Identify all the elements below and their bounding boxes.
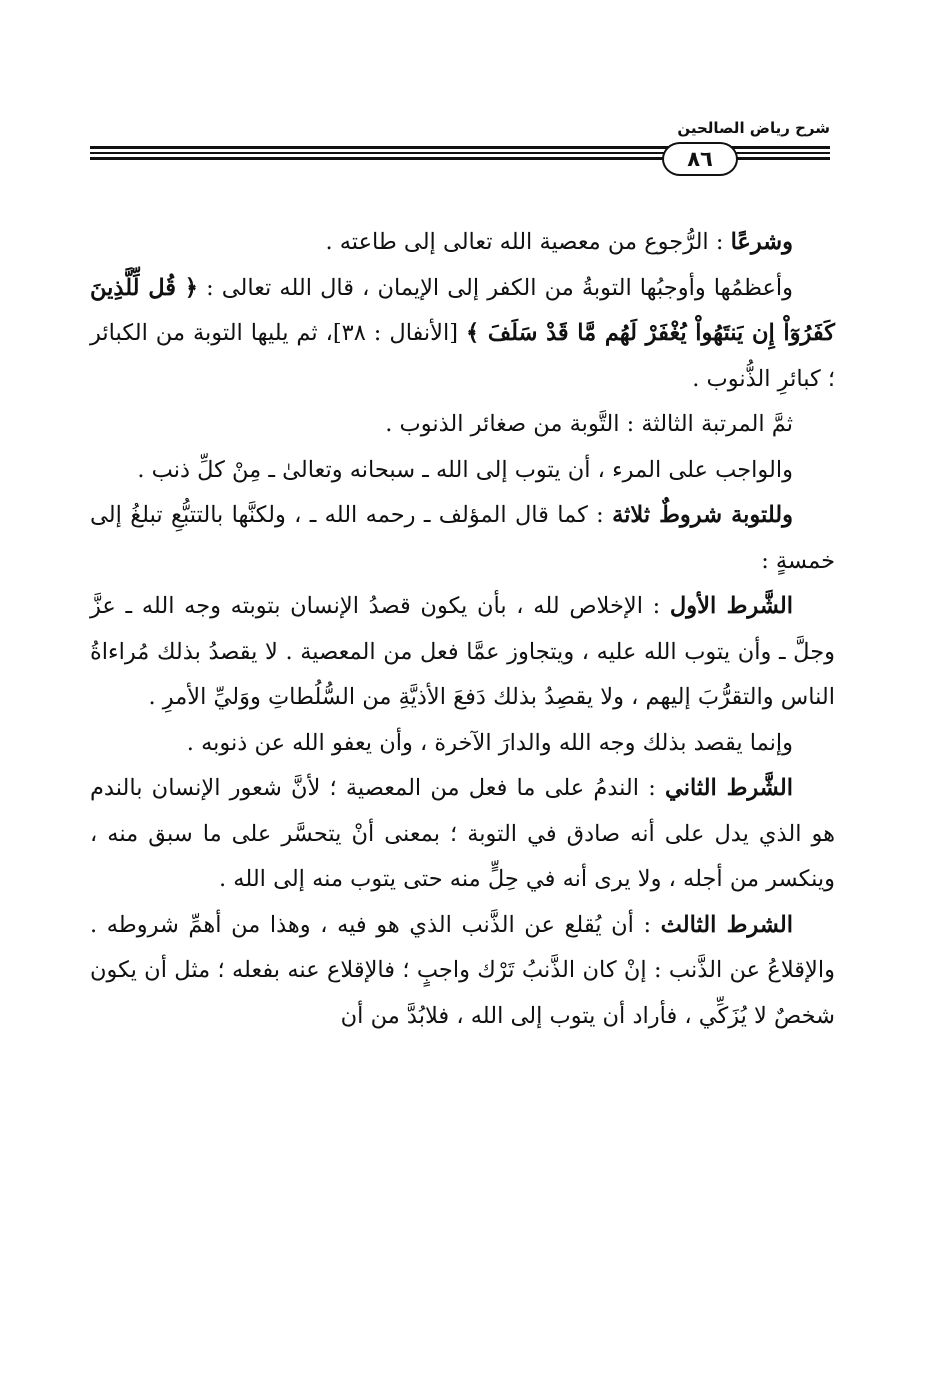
page-number: ٨٦: [687, 147, 713, 171]
paragraph-conditions-intro: [90, 493, 835, 584]
paragraph-condition-2: [90, 766, 835, 903]
paragraph-text: والواجب على المرء ، أن يتوب إلى الله ـ سبحانه وتعالىٰ ـ مِنْ كلِّ ذنب .: [137, 456, 793, 483]
book-title: شرح رياض الصالحين: [677, 119, 830, 137]
paragraph-text: : الرُّجوع من معصية الله تعالى إلى طاعته .: [325, 229, 724, 255]
paragraph-text: وإنما يقصد بذلك وجه الله والدارَ الآخرة ، وأن يعفو الله عن ذنوبه .: [186, 729, 793, 756]
page-body: [90, 220, 835, 1039]
paragraph-text: ثمَّ المرتبة الثالثة : التَّوبة من صغائر الذنوب .: [385, 411, 793, 437]
paragraph-text: وأعظمُها وأوجبُها التوبةُ من الكفر إلى الإيمان ، قال الله تعالى :: [206, 274, 793, 301]
paragraph-text: : الندمُ على ما فعل من المعصية ؛ لأنَّ شعور الإنسان بالندم هو الذي يدل على أنه صادق في التوبة ؛ بمعنى أنْ يتحسَّر على ما سبق منه ، وينكسر من أجله ، ولا يرى أنه في حِلٍّ منه حتى يتوب منه إلى الله .: [90, 775, 835, 892]
paragraph-definition: [90, 220, 835, 266]
paragraph-third-rank: [90, 402, 835, 448]
paragraph-text: : الإخلاص لله ، بأن يكون قصدُ الإنسان بتوبته وجه الله ـ عزَّ وجلَّ ـ وأن يتوب الله عليه ، ويتجاوز عمَّا فعل من المعصية . لا يقصدُ بذلك مُراءاةُ الناس والتقرُّبَ إليهم ، ولا يقصِدُ بذلك دَفعَ الأذيَّةِ من السُّلُطاتِ ووَليِّ الأمرِ .: [90, 593, 835, 710]
paragraph-text: : أن يُقلع عن الذَّنب الذي هو فيه ، وهذا من أهمِّ شروطه . والإقلاعُ عن الذَّنب : إنْ كان الذَّنبُ تَرْك واجبٍ ؛ فالإقلاع عنه بفعله ؛ مثل أن يكون شخصٌ لا يُزَكِّي ، فأراد أن يتوب إلى الله ، فلابُدَّ من أن: [90, 911, 835, 1029]
paragraph-text: [الأنفال : ٣٨]، ثم يليها التوبة من الكبائر ؛ كبائرِ الذُّنوب .: [90, 320, 835, 392]
paragraph-condition-3: [90, 903, 835, 1040]
quran-verse: ﴿ قُل لِّلَّذِينَ كَفَرُوٓاْ إِن يَنتَهُواْ يُغْفَرْ لَهُم مَّا قَدْ سَلَفَ ﴾: [90, 274, 835, 346]
paragraph-lead: الشَّرط الثاني: [664, 775, 793, 801]
paragraph-lead: الشرط الثالث: [660, 911, 794, 938]
paragraph-lead: وللتوبة شروطٌ ثلاثة: [612, 502, 793, 528]
paragraph-lead: وشرعًا: [730, 229, 793, 255]
page-number-badge: [662, 142, 738, 176]
paragraph-condition-1: [90, 584, 835, 721]
paragraph-greatest-repentance: [90, 266, 835, 403]
paragraph-intention: [90, 721, 835, 767]
paragraph-obligation: [90, 448, 835, 494]
paragraph-lead: الشَّرط الأول: [669, 593, 793, 619]
paragraph-text: : كما قال المؤلف ـ رحمه الله ـ ، ولكنَّها بالتتبُّعِ تبلغُ إلى خمسةٍ :: [90, 502, 835, 574]
